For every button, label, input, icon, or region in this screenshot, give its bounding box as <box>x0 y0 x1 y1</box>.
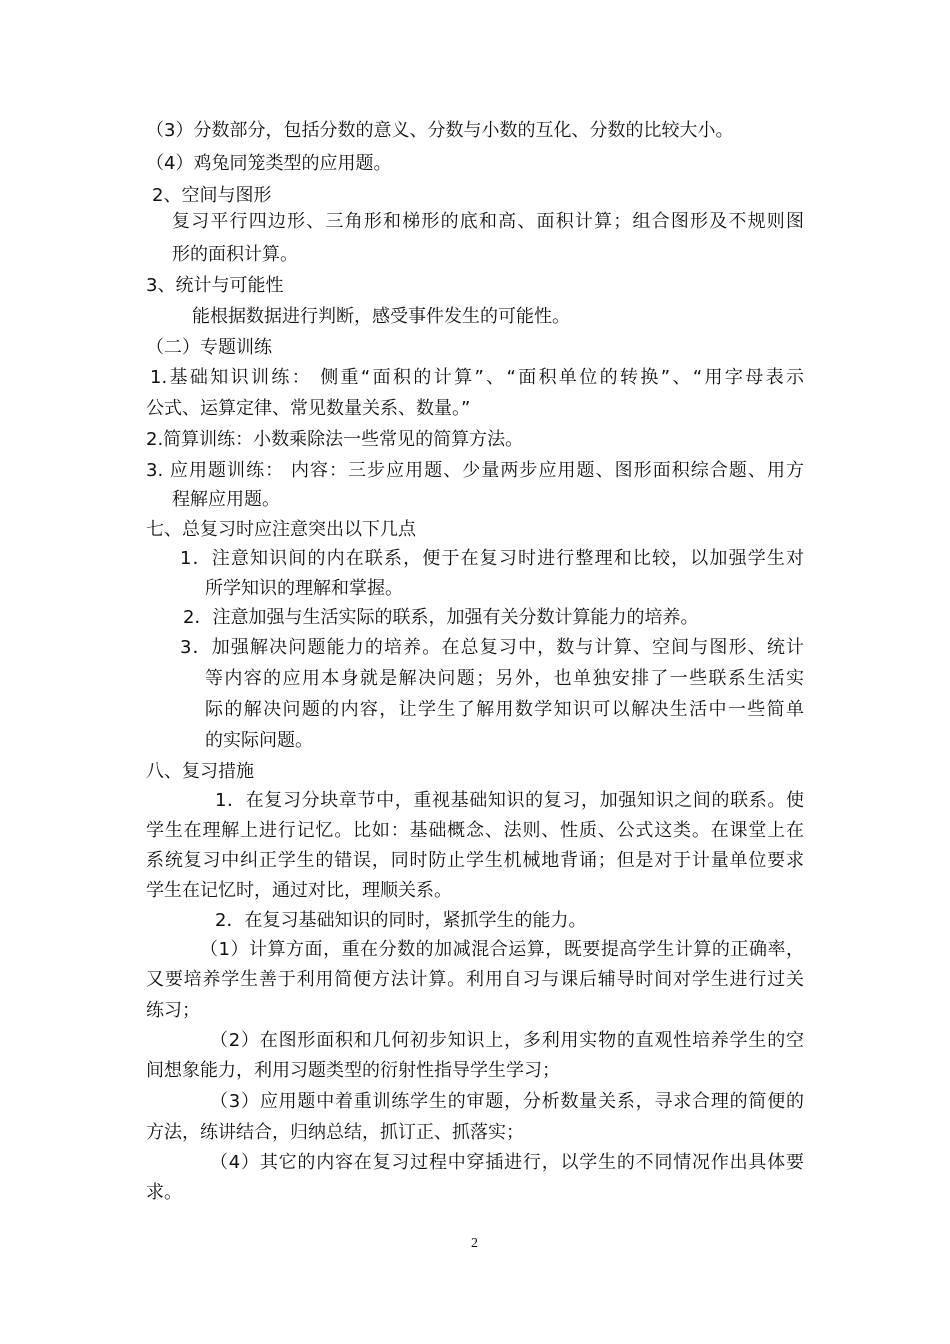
text-line: 际的解决问题的内容，让学生了解用数学知识可以解决生活中一些简单 <box>205 699 804 720</box>
text-line: 学生在理解上进行记忆。比如：基础概念、法则、性质、公式这类。在课堂上在 <box>146 820 804 841</box>
text-line: （4）其它的内容在复习过程中穿插进行，以学生的不同情况作出具体要 <box>210 1152 804 1173</box>
text-line: 3．加强解决问题能力的培养。在总复习中，数与计算、空间与图形、统计 <box>180 637 804 658</box>
text-line: 2．在复习基础知识的同时，紧抓学生的能力。 <box>215 910 587 931</box>
section-heading: （二）专题训练 <box>146 337 272 358</box>
text-line: （3）应用题中着重训练学生的审题，分析数量关系，寻求合理的简便的 <box>210 1091 804 1112</box>
text-line: 复习平行四边形、三角形和梯形的底和高、面积计算；组合图形及不规则图 <box>172 211 804 232</box>
text-line: 1.基础知识训练： 侧重“面积的计算”、“面积单位的转换”、“用字母表示 <box>150 367 804 388</box>
text-line: 能根据数据进行判断，感受事件发生的可能性。 <box>192 306 570 327</box>
text-line: 所学知识的理解和掌握。 <box>205 578 403 599</box>
text-line: 公式、运算定律、常见数量关系、数量。” <box>146 398 471 419</box>
text-line: （2）在图形面积和几何初步知识上，多利用实物的直观性培养学生的空 <box>210 1030 804 1051</box>
section-heading: 2、空间与图形 <box>152 185 272 206</box>
text-line: 1．在复习分块章节中，重视基础知识的复习，加强知识之间的联系。使 <box>215 790 804 811</box>
text-line: 系统复习中纠正学生的错误，同时防止学生机械地背诵；但是对于计量单位要求 <box>146 850 804 871</box>
page-number: 2 <box>471 1236 478 1251</box>
text-line: 求。 <box>146 1182 182 1203</box>
text-line: （1）计算方面，重在分数的加减混合运算，既要提高学生计算的正确率， <box>200 939 804 960</box>
text-line: 程解应用题。 <box>172 489 280 510</box>
text-line: 练习； <box>146 1000 200 1021</box>
text-line: 等内容的应用本身就是解决问题；另外，也单独安排了一些联系生活实 <box>205 668 804 689</box>
text-line: 的实际问题。 <box>205 730 313 751</box>
text-line: 1．注意知识间的内在联系，便于在复习时进行整理和比较，以加强学生对 <box>180 548 804 569</box>
text-line: 学生在记忆时，通过对比，理顺关系。 <box>146 880 452 901</box>
text-line: 3. 应用题训练： 内容：三步应用题、少量两步应用题、图形面积综合题、用方 <box>146 460 804 481</box>
text-line: （4）鸡兔同笼类型的应用题。 <box>146 153 392 174</box>
text-line: 方法，练讲结合，归纳总结，抓订正、抓落实； <box>146 1122 524 1143</box>
text-line: （3）分数部分，包括分数的意义、分数与小数的互化、分数的比较大小。 <box>146 120 734 141</box>
text-line: 又要培养学生善于利用简便方法计算。利用自习与课后辅导时间对学生进行过关 <box>146 969 804 990</box>
section-heading: 3、统计与可能性 <box>146 275 284 296</box>
text-line: 2.简算训练：小数乘除法一些常见的简算方法。 <box>146 429 524 450</box>
text-line: 间想象能力，利用习题类型的衍射性指导学生学习； <box>146 1060 560 1081</box>
section-heading: 七、总复习时应注意突出以下几点 <box>146 519 416 540</box>
section-heading: 八、复习措施 <box>146 761 254 782</box>
text-line: 形的面积计算。 <box>172 244 298 265</box>
text-line: 2．注意加强与生活实际的联系，加强有关分数计算能力的培养。 <box>183 607 699 628</box>
